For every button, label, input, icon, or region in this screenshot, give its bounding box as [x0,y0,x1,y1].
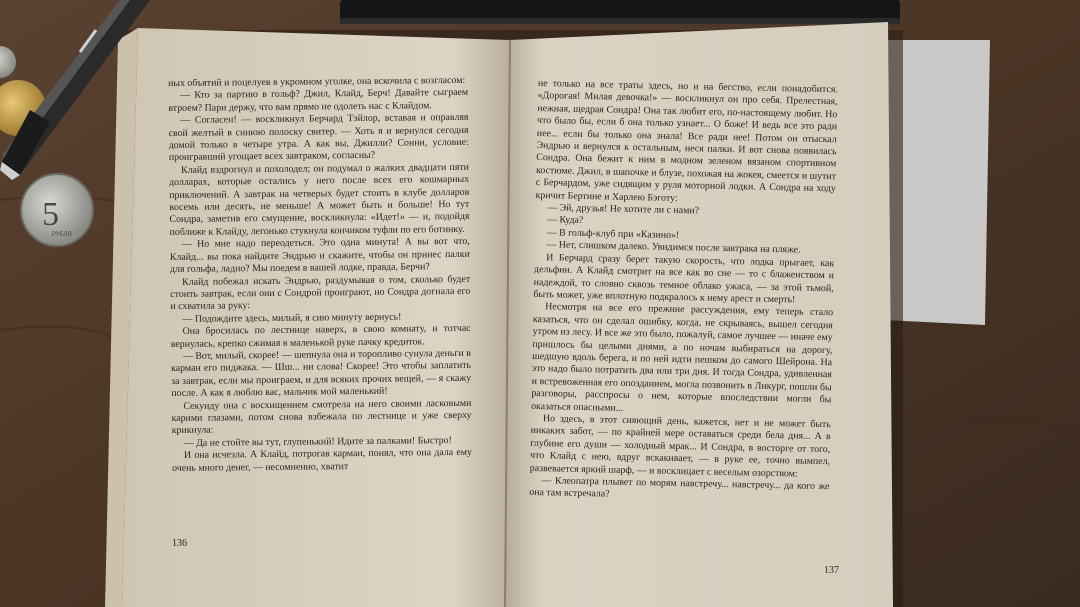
paragraph: И она исчезла. А Клайд, потрогав карман, понял, что она дала ему очень много денег, — несомненно, хватит [172,447,472,474]
paragraph: — Вот, милый, скорее! — шепнула она и торопливо сунула деньги в карман его пиджака. — Шш... ни слова! Скорее! Это чтобы заплатить за завтрак, если мы проиграем, и для всяких прочих вещей, — я скажу после. А как я люблю вас, мальчик мой маленький! [170,347,472,400]
paragraph: — Кто за партию в гольф? Джил, Клайд, Берч! Давайте сыграем втроем? Пари держу, что вам прямо не одолеть нас с Клайдом. [168,87,469,114]
paragraph: Несмотря на все его прежние рассуждения, ему теперь стало казаться, что он сделал ошибку, когда, не скрываясь, вышел сегодня утром из лесу. И все же это было, пожалуй, самое лучшее — иначе ему пришлось бы целыми днями, а по ночам выбираться на дорогу, шедшую вдоль берега, и по ней идти пешком до самого Шейрона. На это надо было потратить два или три дня. И тогда Сондра, удивленная и встревоженная его опозданием, могла позвонить в Ликург, пошли бы разговоры, расспросы о нем, которые впоследствии могли бы оказаться опасными... [531,301,834,414]
paragraph: — Согласен! — воскликнул Берчард Тэйлор, вставая и оправляя свой желтый в синюю полоску свитер. — Хоть я и вернулся сегодня домой только в четыре утра. А как вы, Джилли? Сонни, условие: проигравший угощает всех завтраком, согласны? [168,112,469,164]
paragraph: Она бросилась по лестнице наверх, в свою комнату, и тотчас вернулась, крепко сжимая в маленькой руке пачку кредиток. [170,322,471,350]
paragraph: ных объятий и поцелуев в укромном уголке, она вскочила с возгласом: [168,74,466,89]
paragraph: Клайд вздрогнул и похолодел; он подумал о жалких двадцати пяти долларах, которые остались у него после всех его кошмарных приключений. А завтрак на четверых будет стоить в клубе долларов восемь или десять, не меньше! А может быть и больше! Но тут Сондра, заметив его смущение, воскликнула: «Идет!» — и, подойдя поближе к Клайду, легонько стукнула кончиком туфли по его ботинку. [169,161,470,238]
coin-five-rubles-value: 5 [42,196,59,233]
paragraph: Секунду она с восхищением смотрела на него своими ласковыми карими глазами, потом снова взбежала по лестнице и уже сверху крикнула: [171,397,472,437]
paragraph: — Но мне надо переодеться. Это одна минута! А вы вот что, Клайд... вы пока найдите Эндрью и скажите, чтобы он принес палки для гольфа, ладно? Мы поедем в вашей лодке, правда, Берчи? [169,236,470,276]
paragraph: — Да не стойте вы тут, глупенький! Идите за палками! Быстро! [183,434,452,449]
paragraph: не только на все траты здесь, но и на бегство, если понадобится. «Дорогая! Милая девочка!» — воскликнул он про себя. Прелестная, нежная, щедрая Сондра! Она так любит его, по-настоящему любит. Но что было бы, если б она только узнает... О боже! И ведь все это ради нее... если бы только она знала! Все ради нее! Потом он отыскал Эндрью и вернулся к остальным, неся палки. И вот снова появилась Сондра. Она бежит к ним в модном зеленом вязаном спортивном костюме. Джил, в шапочке и блузе, похожая на жокея, смеется и шутит с Берчардом, уже сидящим у руля моторной лодки. А Сондра на ходу кричит Бертине и Харлею Бэготу: [535,78,838,204]
paragraph: — В гольф-клуб при «Казино»! [546,227,680,241]
paragraph: — Эй, друзья! Не хотите ли с нами? [547,202,700,217]
coin-five-rubles-caption: РУБЛЯ [52,232,72,238]
right-page-number: 137 [824,565,839,576]
paragraph: И Берчард сразу берет такую скорость, что лодка прыгает, как дельфин. А Клайд смотрит на все как во сне — то с блаженством и надеждой, то словно сквозь темное облако ужаса, — за этой тьмой, быть может, уже вплотную подкралось к нему арест и смерть! [533,251,835,306]
paragraph: — Клеопатра плывет по морям навстречу... навстречу... да кого же она там встречала? [529,475,830,500]
paragraph: Клайд побежал искать Эндрью, раздумывая о том, сколько будет стоить завтрак, если они с Сондрой проиграют, но Сондра догнала его и схватила за руку: [170,273,471,313]
keyboard-edge [340,18,900,24]
right-page-text [528,78,838,554]
paragraph: — Подождите здесь, милый, я сию минуту вернусь! [182,311,402,325]
left-page-text [168,75,473,538]
paragraph: Но здесь, в этот сияющий день, кажется, нет и не может быть никаких забот, — по крайней мере оставаться среди бела дня... А в глубине его души — холодный мрак... И Сондра, в восторге от того, что Клайд с нею, вдруг вскакивает, — в руке ее, точно вымпел, развевается яркий шарф, — и восклицает с веселым озорством: [529,413,831,480]
paragraph: — Куда? [546,214,584,227]
left-page-number: 136 [172,538,187,549]
paragraph: — Нет, слишком далеко. Увидимся после завтрака на пляже. [546,239,801,256]
